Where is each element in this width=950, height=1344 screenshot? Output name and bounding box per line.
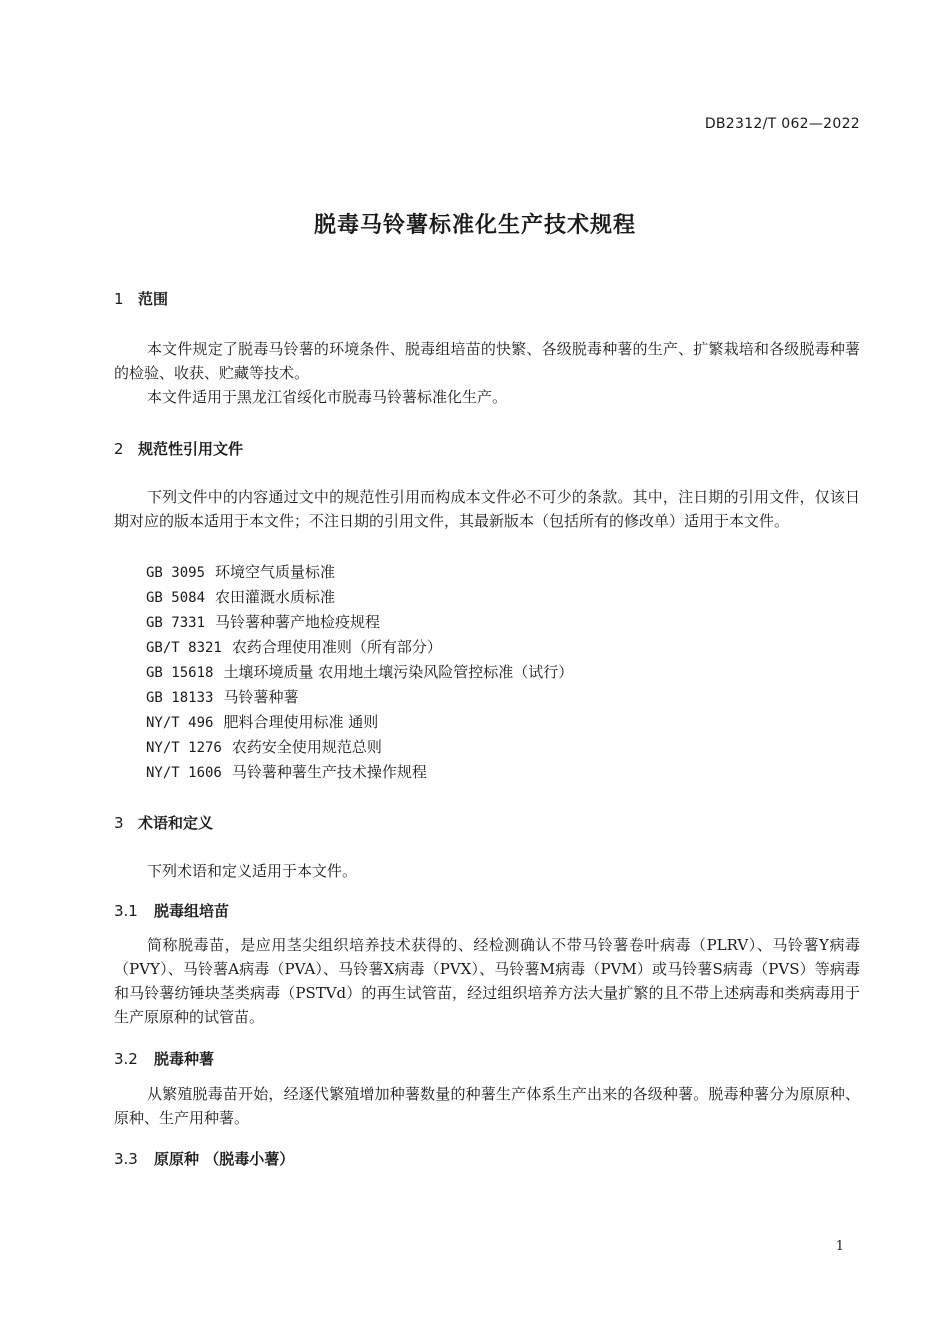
list-item xyxy=(146,610,573,635)
subsection-number: 3.1 xyxy=(114,902,138,920)
reference-name: 马铃薯种薯 xyxy=(223,688,299,706)
reference-name: 肥料合理使用标准 通则 xyxy=(223,713,379,731)
paragraph: 下列文件中的内容通过文中的规范性引用而构成本文件必不可少的条款。其中，注日期的引用文件，仅该日期对应的版本适用于本文件；不注日期的引用文件，其最新版本（包括所有的修改单）适用于本文件。 xyxy=(114,488,860,530)
section-number: 3 xyxy=(114,814,124,832)
paragraph: 下列术语和定义适用于本文件。 xyxy=(147,862,358,880)
reference-name: 土壤环境质量 农用地土壤污染风险管控标准（试行） xyxy=(223,663,574,681)
section-number: 2 xyxy=(114,440,124,458)
paragraph: 从繁殖脱毒苗开始，经逐代繁殖增加种薯数量的种薯生产体系生产出来的各级种薯。脱毒种薯分为原原种、原种、生产用种薯。 xyxy=(114,1085,860,1127)
reference-code: GB 7331 xyxy=(146,615,206,631)
reference-code: GB 3095 xyxy=(146,565,206,581)
paragraph: 本文件适用于黑龙江省绥化市脱毒马铃薯标准化生产。 xyxy=(147,388,508,406)
reference-code: NY/T 1276 xyxy=(146,740,222,756)
list-item xyxy=(146,710,573,735)
standard-code: DB2312/T 062—2022 xyxy=(704,116,860,132)
section-title: 范围 xyxy=(138,290,169,308)
subsection-title: 原原种 （脱毒小薯） xyxy=(154,1150,295,1168)
subsection-3-1-heading xyxy=(114,900,229,921)
list-item xyxy=(146,735,573,760)
reference-code: GB/T 8321 xyxy=(146,640,222,656)
page-number: 1 xyxy=(835,1239,844,1254)
section-number: 1 xyxy=(114,290,124,308)
subsection-3-2-heading xyxy=(114,1048,214,1069)
list-item xyxy=(146,660,573,685)
reference-name: 农药合理使用准则（所有部分） xyxy=(231,638,442,656)
reference-name: 马铃薯种薯产地检疫规程 xyxy=(215,613,381,631)
list-item xyxy=(146,635,573,660)
reference-code: NY/T 1606 xyxy=(146,765,222,781)
subsection-title: 脱毒种薯 xyxy=(154,1050,215,1068)
document-title: 脱毒马铃薯标准化生产技术规程 xyxy=(313,213,636,238)
subsection-3-3-heading xyxy=(114,1148,294,1169)
reference-code: GB 18133 xyxy=(146,690,214,706)
reference-name: 农药安全使用规范总则 xyxy=(231,738,382,756)
section-title: 术语和定义 xyxy=(138,814,214,832)
subsection-number: 3.2 xyxy=(114,1050,138,1068)
list-item xyxy=(146,685,573,710)
subsection-number: 3.3 xyxy=(114,1150,138,1168)
normative-reference-list xyxy=(146,560,573,785)
paragraph: 本文件规定了脱毒马铃薯的环境条件、脱毒组培苗的快繁、各级脱毒种薯的生产、扩繁栽培和各级脱毒种薯的检验、收获、贮藏等技术。 xyxy=(114,340,860,382)
reference-name: 农田灌溉水质标准 xyxy=(215,588,336,606)
reference-code: GB 15618 xyxy=(146,665,214,681)
list-item xyxy=(146,560,573,585)
reference-name: 环境空气质量标准 xyxy=(215,563,336,581)
list-item xyxy=(146,760,573,785)
section-title: 规范性引用文件 xyxy=(138,440,244,458)
subsection-title: 脱毒组培苗 xyxy=(154,902,230,920)
section-3-heading xyxy=(114,812,213,833)
list-item xyxy=(146,585,573,610)
reference-code: NY/T 496 xyxy=(146,715,214,731)
paragraph: 简称脱毒苗，是应用茎尖组织培养技术获得的、经检测确认不带马铃薯卷叶病毒（PLRV）、马铃薯Y病毒（PVY）、马铃薯A病毒（PVA）、马铃薯X病毒（PVX）、马铃薯M病毒（PVM）或马铃薯S病毒（PVS）等病毒和马铃薯纺锤块茎类病毒（PSTVd）的再生试管苗，经过组织培养方法大量扩繁的且不带上述病毒和类病毒用于生产原原种的试管苗。 xyxy=(114,936,860,1026)
reference-code: GB 5084 xyxy=(146,590,206,606)
section-1-heading xyxy=(114,288,168,309)
reference-name: 马铃薯种薯生产技术操作规程 xyxy=(231,763,427,781)
section-2-heading xyxy=(114,438,243,459)
